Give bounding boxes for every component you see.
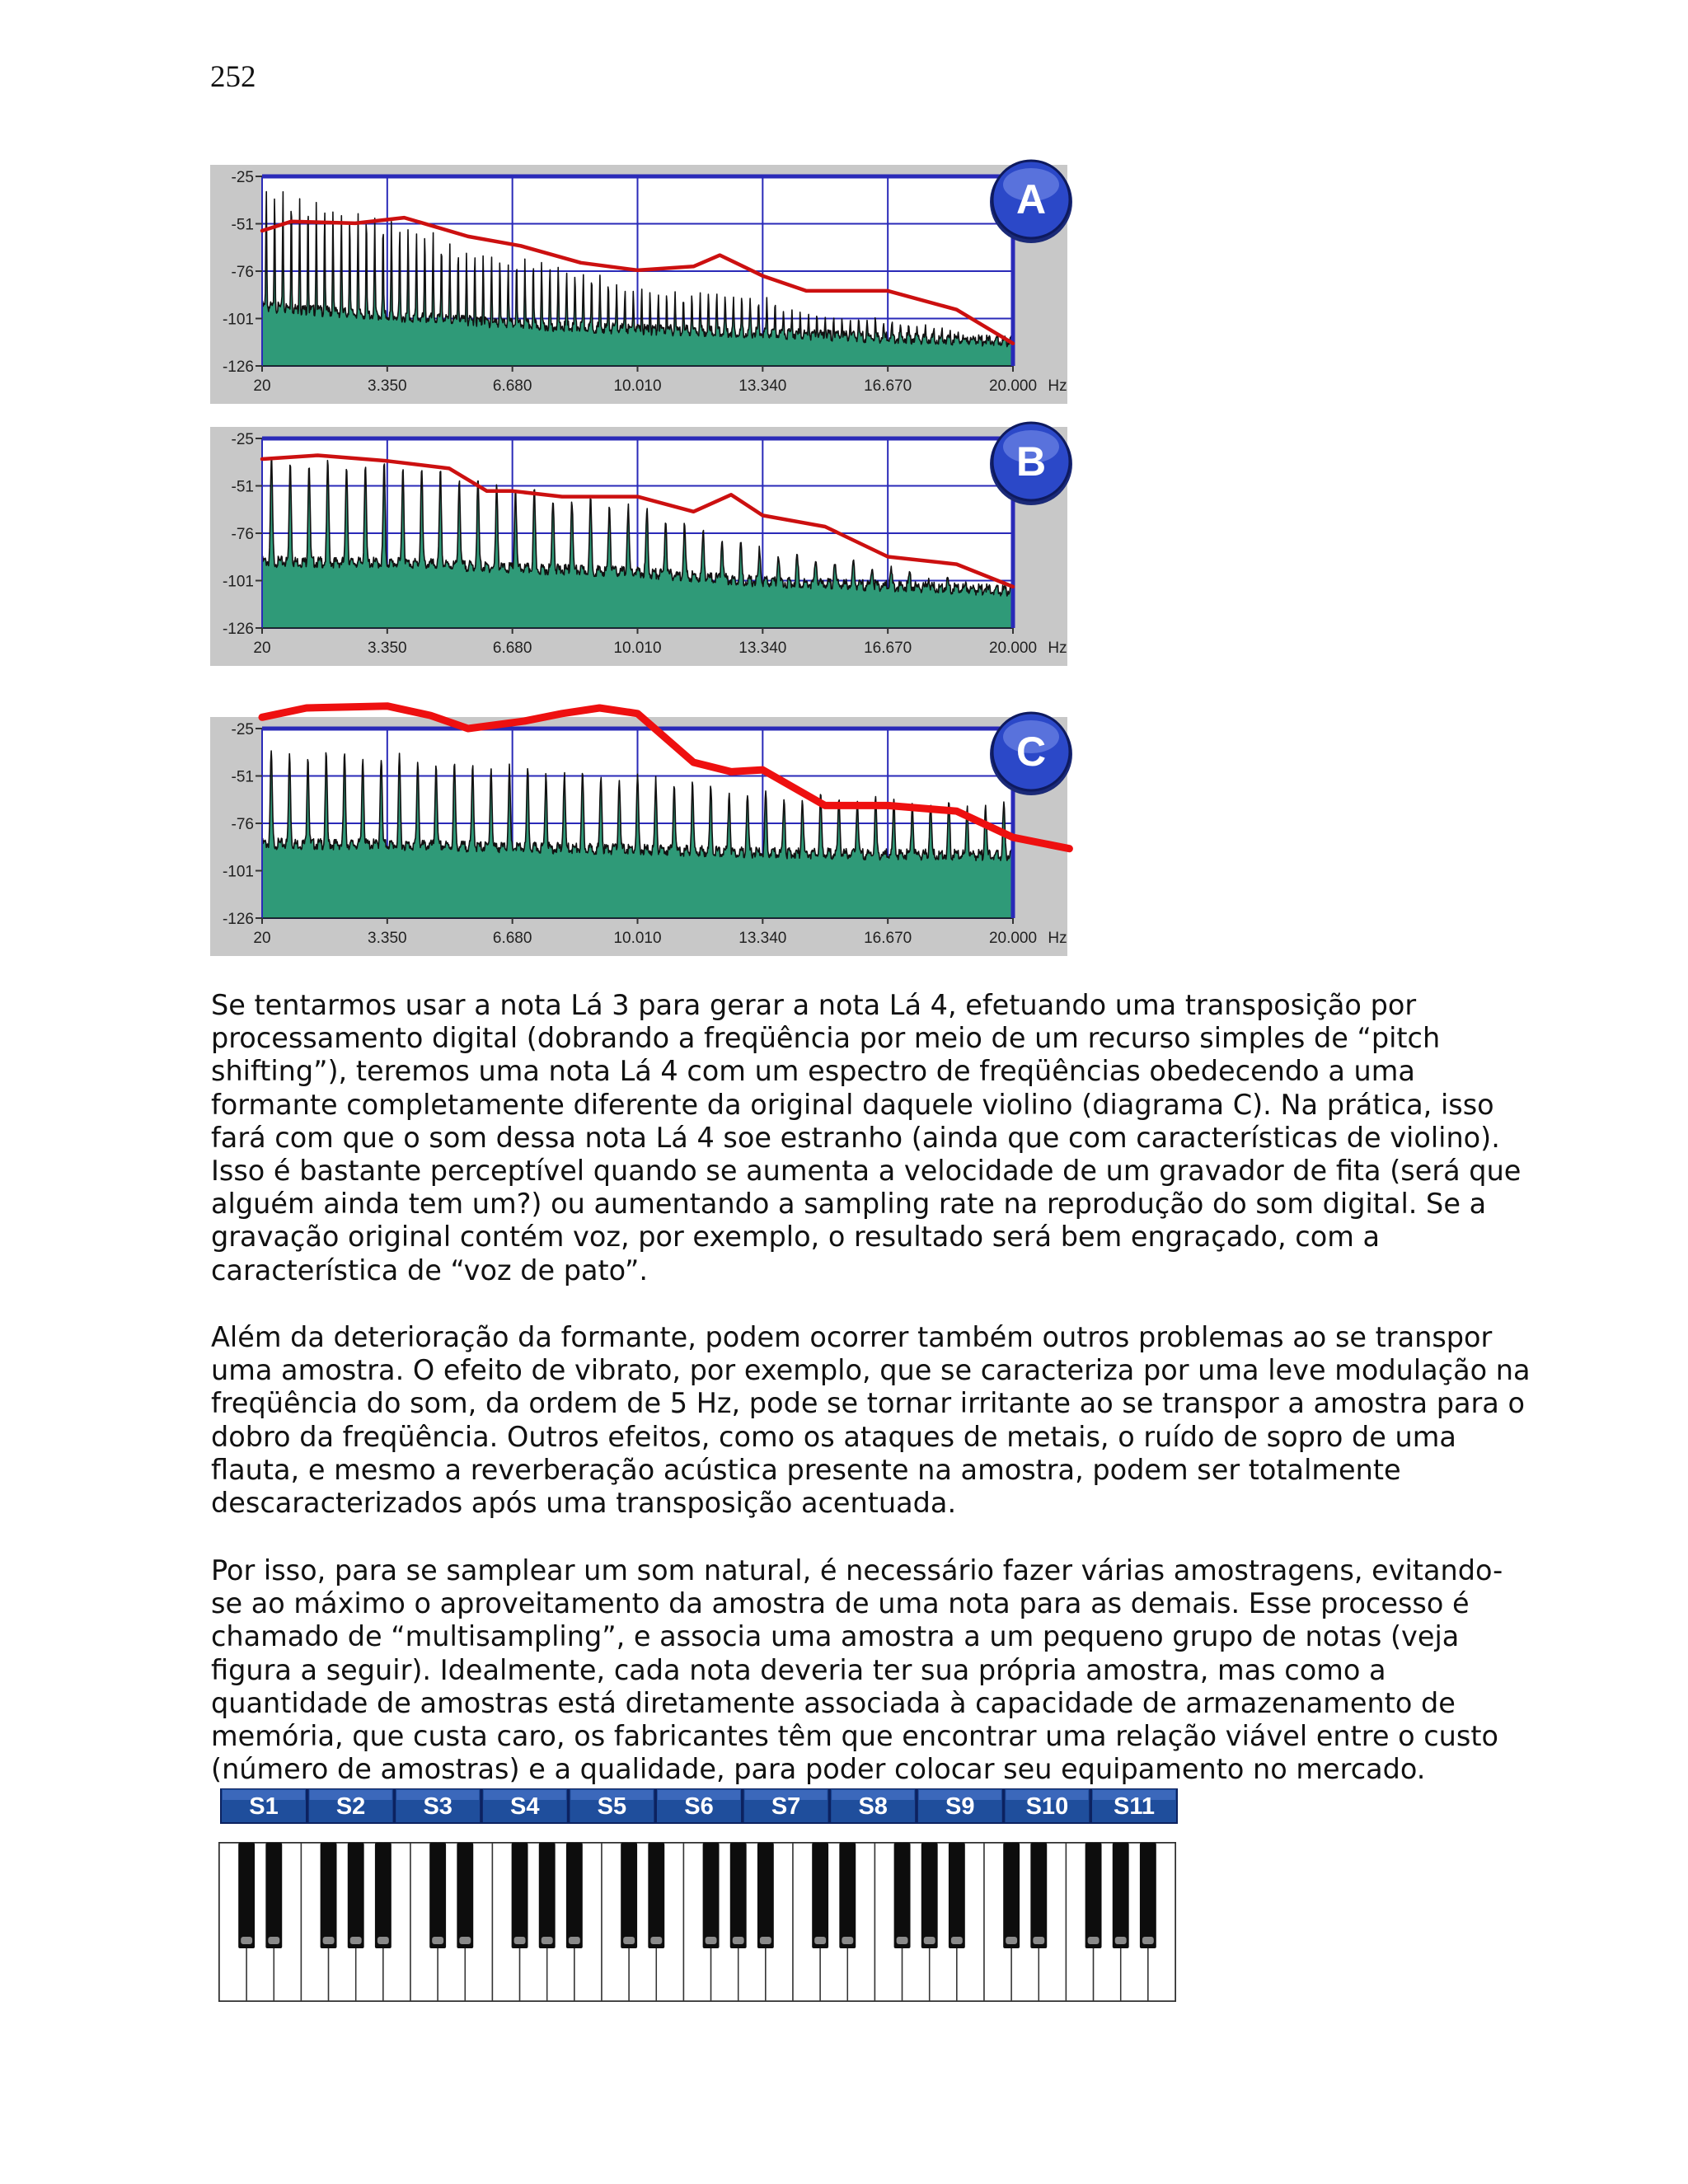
x-tick-label: 6.680: [492, 377, 532, 395]
black-key-highlight: [814, 1937, 826, 1944]
spectrum-svg: [210, 717, 1076, 956]
black-key-highlight: [760, 1937, 771, 1944]
black-key: [1030, 1843, 1047, 1948]
x-tick-label: 16.670: [864, 930, 912, 947]
sample-label-s11: S11: [1114, 1793, 1155, 1820]
black-key: [949, 1843, 965, 1948]
keyboard-svg: [216, 1788, 1180, 2004]
text-line: alguém ainda tem um?) ou aumentando a sampling rate na reprodução do som digital. Se a: [211, 1188, 1487, 1221]
y-tick-label: -76: [231, 526, 254, 543]
x-tick-label: 20.000: [988, 640, 1038, 657]
text-line: descaracterizados após uma transposição acentuada.: [211, 1487, 957, 1520]
paragraph-2: [211, 1321, 1563, 1520]
x-tick-label: 3.350: [368, 377, 407, 395]
black-key: [512, 1843, 528, 1948]
spectrum-chart-a: [210, 165, 1076, 404]
y-tick-label: -25: [231, 431, 254, 448]
black-key: [839, 1843, 856, 1948]
sample-label-s6: S6: [684, 1793, 714, 1820]
x-tick-label: 13.340: [738, 377, 787, 395]
x-tick-label: 20.000: [988, 377, 1038, 395]
black-key-highlight: [542, 1937, 553, 1944]
sample-label-s8: S8: [858, 1793, 888, 1820]
black-key-highlight: [459, 1937, 471, 1944]
black-key: [375, 1843, 392, 1948]
text-line: fará com que o som dessa nota Lá 4 soe estranho (ainda que com características de violino).: [211, 1121, 1500, 1154]
black-key: [1003, 1843, 1020, 1948]
black-key: [1085, 1843, 1102, 1948]
black-key-highlight: [1088, 1937, 1100, 1944]
black-key: [757, 1843, 774, 1948]
black-key: [921, 1843, 938, 1948]
black-key: [238, 1843, 255, 1948]
black-key-highlight: [842, 1937, 853, 1944]
black-key-highlight: [924, 1937, 935, 1944]
y-tick-label: -126: [222, 911, 254, 928]
y-tick-label: -76: [231, 264, 254, 281]
sample-label-s10: S10: [1025, 1793, 1069, 1820]
x-tick-label: 10.010: [613, 377, 662, 395]
black-key-highlight: [1033, 1937, 1044, 1944]
black-key: [1113, 1843, 1129, 1948]
text-line: Isso é bastante perceptível quando se aumenta a velocidade de um gravador de fita (será que: [211, 1155, 1522, 1188]
black-key: [265, 1843, 282, 1948]
black-key: [457, 1843, 473, 1948]
x-tick-label: 20: [253, 930, 271, 947]
y-tick-label: -76: [231, 816, 254, 833]
x-tick-label: 6.680: [492, 640, 532, 657]
black-key-highlight: [350, 1937, 362, 1944]
text-line: dobro da freqüência. Outros efeitos, como os ataques de metais, o ruído de sopro de uma: [211, 1420, 1456, 1453]
black-key-highlight: [569, 1937, 580, 1944]
black-key-highlight: [1006, 1937, 1017, 1944]
y-tick-label: -101: [222, 311, 254, 329]
x-tick-label: 20: [253, 377, 271, 395]
paragraph-1: [211, 989, 1563, 1287]
black-key: [1140, 1843, 1156, 1948]
sample-label-s2: S2: [335, 1793, 366, 1820]
black-key: [348, 1843, 364, 1948]
black-key: [539, 1843, 556, 1948]
black-key-highlight: [623, 1937, 635, 1944]
x-tick-label: 20: [253, 640, 271, 657]
text-line: Por isso, para se samplear um som natural, é necessário fazer várias amostragens, evitando-: [211, 1554, 1503, 1586]
x-unit-label: Hz: [1048, 640, 1067, 657]
x-unit-label: Hz: [1048, 930, 1067, 947]
badge-label: A: [1015, 176, 1047, 223]
sample-label-s7: S7: [771, 1793, 801, 1820]
text-line: chamado de “multisampling”, e associa uma amostra a um pequeno grupo de notas (veja: [211, 1620, 1460, 1653]
black-key: [648, 1843, 664, 1948]
x-tick-label: 3.350: [368, 640, 407, 657]
spectrum-chart-b: [210, 427, 1076, 666]
spectrum-svg: [210, 427, 1076, 666]
text-line: figura a seguir). Idealmente, cada nota deveria ter sua própria amostra, mas como a: [211, 1653, 1386, 1686]
x-tick-label: 6.680: [492, 930, 532, 947]
text-line: quantidade de amostras está diretamente associada à capacidade de armazenamento de: [211, 1686, 1456, 1719]
x-unit-label: Hz: [1048, 377, 1067, 395]
black-key-highlight: [650, 1937, 662, 1944]
badge-label: B: [1015, 438, 1047, 485]
x-tick-label: 16.670: [864, 377, 912, 395]
black-key-highlight: [323, 1937, 335, 1944]
page-number: 252: [210, 60, 256, 94]
black-key-highlight: [1115, 1937, 1127, 1944]
x-tick-label: 10.010: [613, 930, 662, 947]
black-key: [894, 1843, 911, 1948]
black-key-highlight: [514, 1937, 526, 1944]
paragraph-3: [211, 1554, 1563, 1786]
y-tick-label: -101: [222, 573, 254, 591]
text-line: uma amostra. O efeito de vibrato, por exemplo, que se caracteriza por uma leve modulação na: [211, 1354, 1531, 1387]
sample-label-s9: S9: [945, 1793, 975, 1820]
black-key: [321, 1843, 337, 1948]
y-tick-label: -25: [231, 721, 254, 738]
text-line: gravação original contém voz, por exemplo, o resultado será bem engraçado, com a: [211, 1221, 1381, 1254]
black-key-highlight: [733, 1937, 744, 1944]
black-key: [566, 1843, 583, 1948]
y-tick-label: -51: [231, 216, 254, 234]
text-line: freqüência do som, da ordem de 5 Hz, pode se tornar irritante ao se transpor a amostra para o: [211, 1387, 1525, 1420]
sample-label-s1: S1: [249, 1793, 279, 1820]
black-key-highlight: [241, 1937, 252, 1944]
sample-label-s3: S3: [423, 1793, 452, 1820]
black-key-highlight: [432, 1937, 443, 1944]
text-line: Se tentarmos usar a nota Lá 3 para gerar a nota Lá 4, efetuando uma transposição por: [211, 989, 1417, 1021]
sample-label-s5: S5: [597, 1793, 627, 1820]
text-line: memória, que custa caro, os fabricantes têm que encontrar uma relação viável entre o custo: [211, 1720, 1498, 1753]
black-key: [703, 1843, 720, 1948]
text-line: característica de “voz de pato”.: [211, 1254, 648, 1286]
x-tick-label: 10.010: [613, 640, 662, 657]
y-tick-label: -126: [222, 621, 254, 638]
text-line: shifting”), teremos uma nota Lá 4 com um espectro de freqüências obedecendo a uma: [211, 1055, 1415, 1088]
text-line: se ao máximo o aproveitamento da amostra de uma nota para as demais. Esse processo é: [211, 1587, 1470, 1620]
text-line: Além da deterioração da formante, podem ocorrer também outros problemas ao se transpor: [211, 1321, 1493, 1353]
black-key-highlight: [951, 1937, 963, 1944]
x-tick-label: 16.670: [864, 640, 912, 657]
y-tick-label: -126: [222, 359, 254, 376]
text-line: formante completamente diferente da original daquele violino (diagrama C). Na prática, isso: [211, 1088, 1494, 1121]
y-tick-label: -51: [231, 478, 254, 496]
black-key-highlight: [706, 1937, 717, 1944]
y-tick-label: -101: [222, 863, 254, 881]
text-line: (número de amostras) e a qualidade, para poder colocar seu equipamento no mercado.: [211, 1753, 1426, 1786]
text-line: processamento digital (dobrando a freqüência por meio de um recurso simples de “pitch: [211, 1022, 1441, 1055]
badge-label: C: [1015, 729, 1047, 775]
multisampling-keyboard-figure: [216, 1788, 1180, 2004]
x-tick-label: 20.000: [988, 930, 1038, 947]
black-key: [621, 1843, 637, 1948]
x-tick-label: 3.350: [368, 930, 407, 947]
sample-label-s4: S4: [510, 1793, 540, 1820]
y-tick-label: -51: [231, 768, 254, 786]
y-tick-label: -25: [231, 169, 254, 186]
black-key-highlight: [377, 1937, 389, 1944]
black-key: [730, 1843, 747, 1948]
spectrum-chart-c: [210, 717, 1076, 956]
x-tick-label: 13.340: [738, 640, 787, 657]
black-key: [429, 1843, 446, 1948]
text-line: flauta, e mesmo a reverberação acústica presente na amostra, podem ser totalmente: [211, 1453, 1401, 1486]
black-key: [812, 1843, 828, 1948]
spectrum-svg: [210, 165, 1076, 404]
x-tick-label: 13.340: [738, 930, 787, 947]
black-key-highlight: [268, 1937, 279, 1944]
black-key-highlight: [897, 1937, 908, 1944]
black-key-highlight: [1142, 1937, 1154, 1944]
